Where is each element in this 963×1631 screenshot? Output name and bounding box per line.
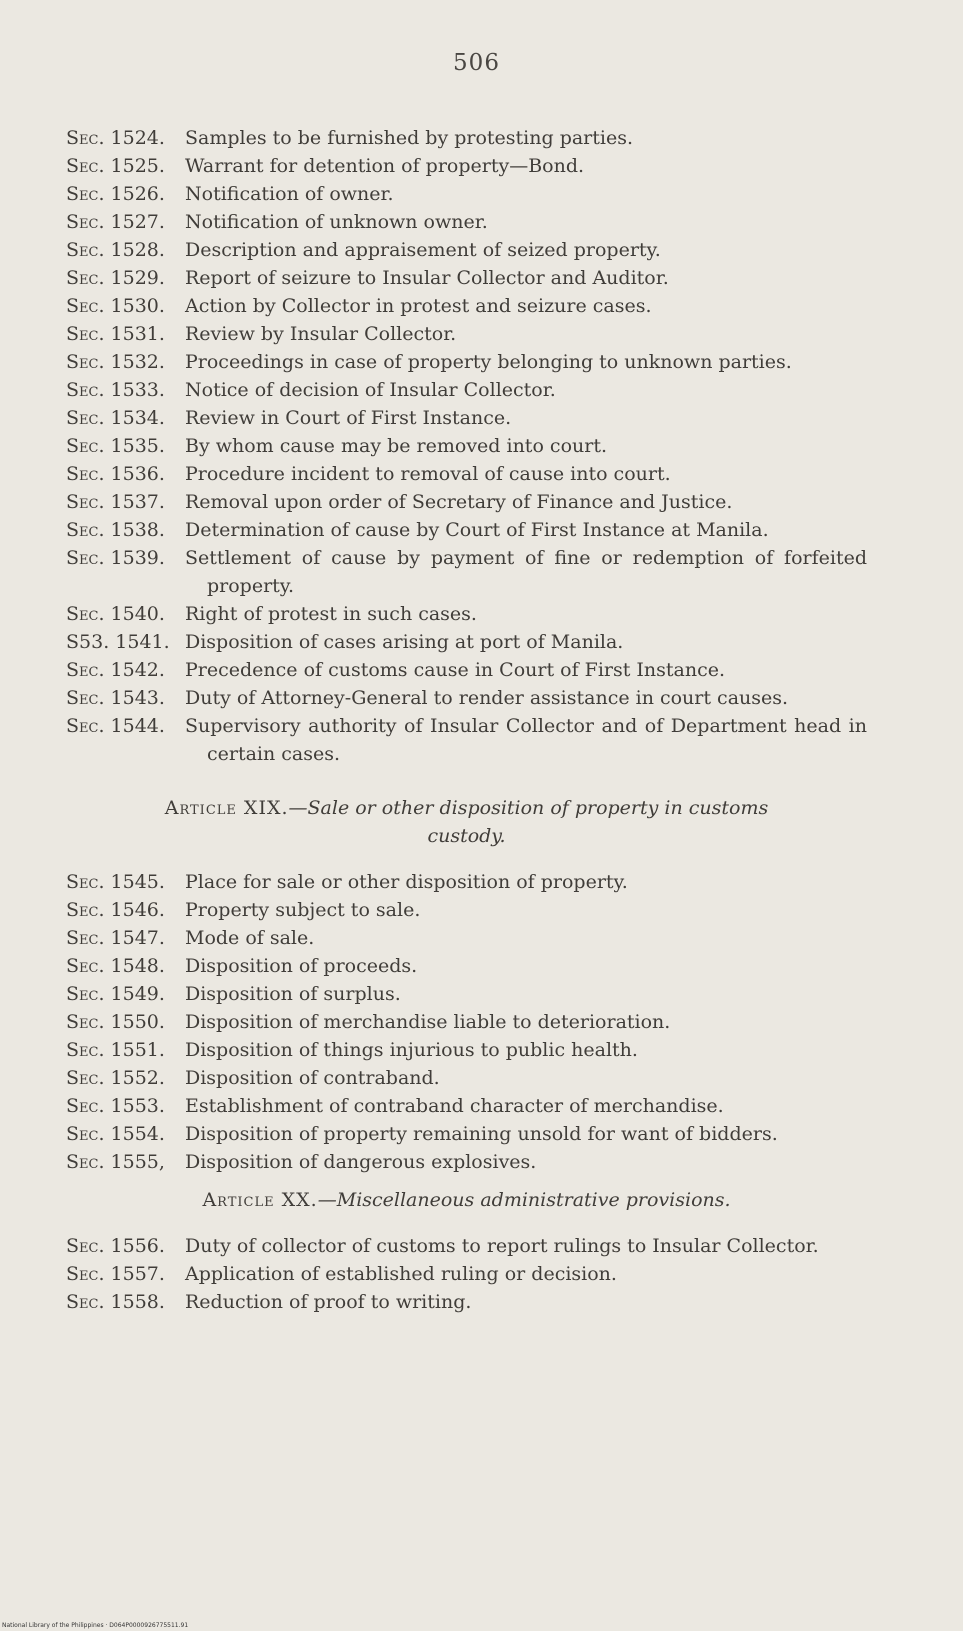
article-caption: —Miscellaneous administrative provisions. [317, 1189, 731, 1211]
section-title: Samples to be furnished by protesting parties. [185, 127, 634, 149]
section-number: Sec. 1556. [66, 1235, 165, 1257]
library-credit: National Library of the Philippines · D064P0000926775511.91 [2, 1622, 189, 1629]
section-title: Precedence of customs cause in Court of First Instance. [185, 659, 726, 681]
section-number: Sec. 1534. [66, 407, 165, 429]
section-entry [66, 236, 867, 264]
section-title: Removal upon order of Secretary of Finance and Justice. [185, 491, 733, 513]
section-number: Sec. 1545. [66, 871, 165, 893]
section-title: Property subject to sale. [185, 899, 421, 921]
section-entry [66, 460, 867, 488]
section-number: Sec. 1553. [66, 1095, 165, 1117]
section-title: Right of protest in such cases. [185, 603, 477, 625]
section-title: Review in Court of First Instance. [185, 407, 512, 429]
article-caption: —Sale or other disposition of property in customs custody. [288, 797, 769, 847]
section-number: Sec. 1530. [66, 295, 165, 317]
section-entry [66, 208, 867, 236]
section-number: Sec. 1546. [66, 899, 165, 921]
section-number: Sec. 1554. [66, 1123, 165, 1145]
section-number: Sec. 1557. [66, 1263, 165, 1285]
article-heading-20 [66, 1186, 867, 1214]
section-title: Action by Collector in protest and seizure cases. [185, 295, 652, 317]
section-entry [66, 1008, 867, 1036]
section-title: Duty of Attorney-General to render assistance in court causes. [185, 687, 789, 709]
section-entry [66, 432, 867, 460]
section-number: Sec. 1528. [66, 239, 165, 261]
section-number: Sec. 1547. [66, 927, 165, 949]
section-entry [66, 516, 867, 544]
section-entry [66, 980, 867, 1008]
section-number: Sec. 1533. [66, 379, 165, 401]
section-entry [66, 1148, 867, 1176]
section-number: Sec. 1551. [66, 1039, 165, 1061]
section-title: Disposition of property remaining unsold for want of bidders. [185, 1123, 778, 1145]
section-title: Notice of decision of Insular Collector. [185, 379, 556, 401]
section-number: Sec. 1537. [66, 491, 165, 513]
section-entry [66, 684, 867, 712]
section-entry [66, 292, 867, 320]
section-number: Sec. 1539. [66, 547, 165, 569]
section-entry [66, 348, 867, 376]
section-title: Notification of unknown owner. [185, 211, 488, 233]
section-entry [66, 868, 867, 896]
article-label: Article XX. [202, 1189, 318, 1211]
section-list-article-18 [66, 124, 867, 768]
section-number: Sec. 1558. [66, 1291, 165, 1313]
section-entry [66, 600, 867, 628]
section-number: Sec. 1549. [66, 983, 165, 1005]
section-entry [66, 124, 867, 152]
section-title: Disposition of things injurious to public health. [185, 1039, 638, 1061]
article-label: Article XIX. [164, 797, 289, 819]
section-entry [66, 1260, 867, 1288]
section-title: Disposition of proceeds. [185, 955, 418, 977]
section-list-article-19 [66, 868, 867, 1176]
section-number: Sec. 1535. [66, 435, 165, 457]
section-title: Determination of cause by Court of First Instance at Manila. [185, 519, 769, 541]
section-entry [66, 896, 867, 924]
section-title: Disposition of cases arising at port of Manila. [185, 631, 624, 653]
section-title: Duty of collector of customs to report rulings to Insular Collector. [185, 1235, 819, 1257]
section-number: Sec. 1542. [66, 659, 165, 681]
section-title: Disposition of dangerous explosives. [185, 1151, 537, 1173]
section-number: Sec. 1538. [66, 519, 165, 541]
section-entry [66, 404, 867, 432]
section-number: Sec. 1527. [66, 211, 165, 233]
section-entry [66, 544, 867, 600]
section-list-article-20 [66, 1232, 867, 1316]
section-entry [66, 1092, 867, 1120]
section-entry [66, 628, 867, 656]
section-number: Sec. 1524. [66, 127, 165, 149]
section-number: Sec. 1543. [66, 687, 165, 709]
section-entry [66, 376, 867, 404]
section-title: Description and appraisement of seized property. [185, 239, 661, 261]
section-title: Reduction of proof to writing. [185, 1291, 472, 1313]
article-heading-19 [66, 794, 867, 850]
section-title: Supervisory authority of Insular Collector and of Department head in certain cases. [185, 715, 867, 765]
section-number: Sec. 1531. [66, 323, 165, 345]
section-number: S53. 1541. [66, 631, 170, 653]
section-number: Sec. 1536. [66, 463, 165, 485]
section-entry [66, 180, 867, 208]
section-number: Sec. 1540. [66, 603, 165, 625]
section-entry [66, 264, 867, 292]
section-number: Sec. 1526. [66, 183, 165, 205]
section-title: Settlement of cause by payment of fine or redemption of forfeited property. [185, 547, 867, 597]
section-number: Sec. 1548. [66, 955, 165, 977]
section-entry [66, 924, 867, 952]
section-entry [66, 712, 867, 768]
page-number: 506 [453, 50, 500, 76]
section-title: Disposition of merchandise liable to deterioration. [185, 1011, 671, 1033]
section-title: Establishment of contraband character of merchandise. [185, 1095, 724, 1117]
section-title: Proceedings in case of property belonging to unknown parties. [185, 351, 792, 373]
section-title: Review by Insular Collector. [185, 323, 457, 345]
section-entry [66, 1064, 867, 1092]
section-number: Sec. 1555, [66, 1151, 165, 1173]
section-title: Application of established ruling or decision. [185, 1263, 617, 1285]
section-title: Disposition of contraband. [185, 1067, 440, 1089]
section-entry [66, 152, 867, 180]
section-entry [66, 1288, 867, 1316]
section-title: Notification of owner. [185, 183, 394, 205]
section-title: Mode of sale. [185, 927, 315, 949]
section-entry [66, 488, 867, 516]
section-title: Report of seizure to Insular Collector and Auditor. [185, 267, 669, 289]
section-entry [66, 1232, 867, 1260]
section-title: Warrant for detention of property—Bond. [185, 155, 585, 177]
section-number: Sec. 1550. [66, 1011, 165, 1033]
section-title: Disposition of surplus. [185, 983, 401, 1005]
section-number: Sec. 1532. [66, 351, 165, 373]
section-title: Procedure incident to removal of cause into court. [185, 463, 671, 485]
section-entry [66, 952, 867, 980]
section-number: Sec. 1529. [66, 267, 165, 289]
section-entry [66, 656, 867, 684]
section-number: Sec. 1552. [66, 1067, 165, 1089]
section-number: Sec. 1525. [66, 155, 165, 177]
section-title: By whom cause may be removed into court. [185, 435, 607, 457]
section-entry [66, 1036, 867, 1064]
section-title: Place for sale or other disposition of property. [185, 871, 628, 893]
section-entry [66, 1120, 867, 1148]
section-entry [66, 320, 867, 348]
section-number: Sec. 1544. [66, 715, 165, 737]
